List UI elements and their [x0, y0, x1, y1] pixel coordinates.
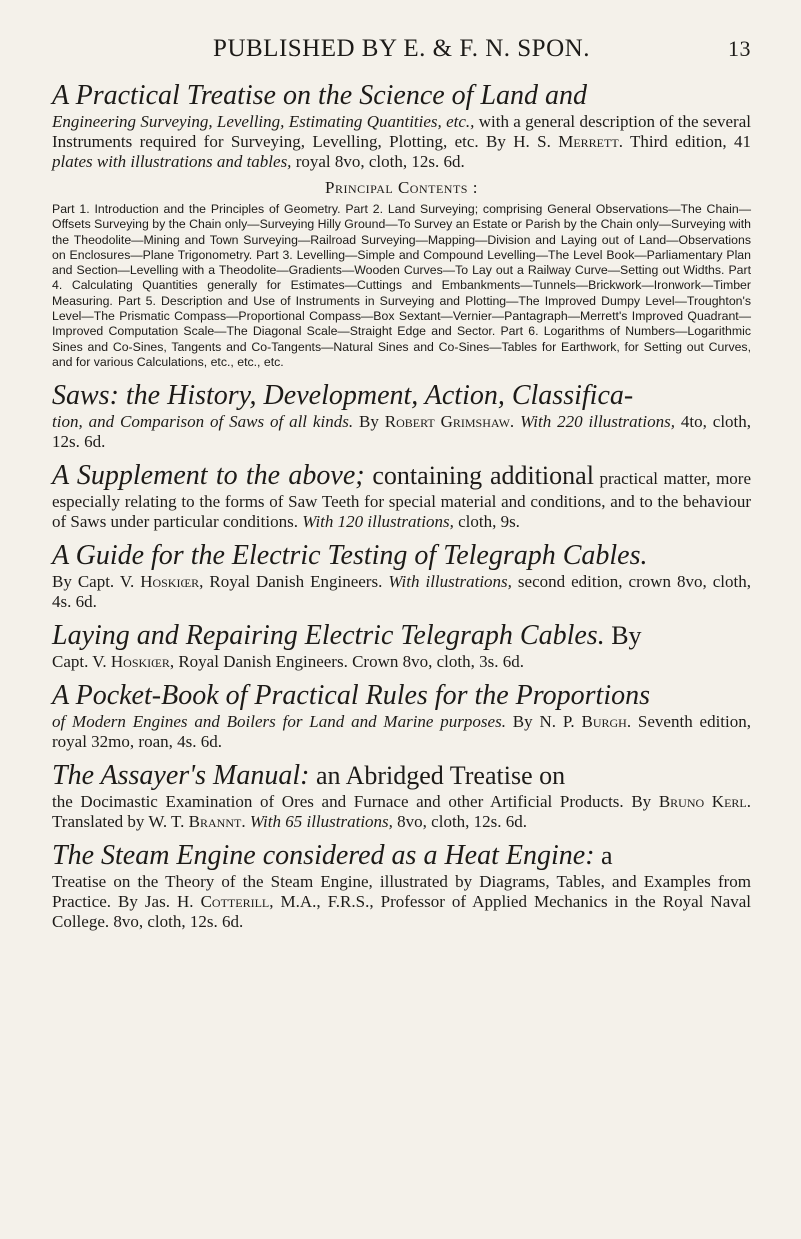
book-description	[52, 572, 751, 612]
book-title: Laying and Repairing Electric Telegraph Cables.	[52, 620, 605, 652]
book-illustrations: plates with illustrations and tables,	[52, 152, 292, 171]
book-illustrations: With 120 illustrations,	[302, 512, 454, 532]
book-illustrations: With illustrations,	[388, 572, 512, 592]
book-title: A Supplement to the above;	[52, 460, 365, 492]
book-entry-saws-supplement	[52, 460, 751, 532]
book-format-price: 8vo, cloth, 12s. 6d.	[392, 812, 528, 832]
book-entry-land-surveying	[52, 80, 751, 370]
book-subtitle: of Modern Engines and Boilers for Land and Marine purposes.	[52, 712, 506, 732]
book-format-price: , Royal Danish Engineers. Crown 8vo, cloth, 3s. 6d.	[169, 652, 524, 672]
book-desc-text-2: . Third edition, 41	[618, 132, 751, 151]
book-title: A Guide for the Electric Testing of Telegraph Cables.	[52, 540, 648, 572]
book-desc-text: By	[353, 412, 385, 432]
book-entry-steam-engine	[52, 840, 751, 932]
book-subtitle: Engineering Surveying, Levelling, Estimating Quantities, etc.,	[52, 112, 475, 131]
book-format-price: royal 8vo, cloth, 12s. 6d.	[291, 152, 465, 171]
book-title: A Practical Treatise on the Science of Land and	[52, 80, 588, 111]
book-desc-text: Capt. V.	[52, 652, 111, 672]
book-desc-text: Treatise on the Theory of the Steam Engine, illustrated by Diagrams, Tables, and Examples from Practice. By Jas. H.	[52, 872, 751, 912]
book-title-lead: containing additional	[364, 461, 594, 491]
book-title: The Assayer's Manual:	[52, 760, 310, 792]
book-author: Cotterill	[200, 892, 270, 912]
book-desc-text: By N. P.	[505, 712, 582, 732]
book-description	[52, 712, 751, 752]
book-description	[52, 792, 751, 832]
book-author: Robert Grimshaw	[384, 412, 510, 432]
book-desc-text: with a general description of the several Instruments required for Surveying, Levelling, Plotting, etc. By	[52, 112, 751, 151]
book-title-lead: an Abridged Treatise on	[309, 761, 566, 791]
book-description	[52, 412, 751, 452]
book-desc-text-2: , Royal Danish Engineers.	[199, 572, 389, 592]
book-desc-text: the Docimastic Examination of Ores and Furnace and other Artificial Products. By	[52, 792, 659, 812]
book-format-price: second edition, crown 8vo, cloth, 4s. 6d.	[52, 572, 751, 612]
contents-body: Part 1. Introduction and the Principles of Geometry. Part 2. Land Surveying; comprising General Observations—The Chain—Offsets Surveying by the Chain only—Surveying Hilly Ground—To Survey an Estate or Parish by the Chain only—Surveying with the Theodolite—Mining and Town Surveying—Railroad Surveying—Mapping—Division and Laying out of Land—Observations on Enclosures—Plane Trigonometry. Part 3. Levelling—Simple and Compound Levelling—The Level Book—Parliamentary Plan and Section—Levelling with a Theodolite—Gradients—Wooden Curves—To Lay out a Railway Curve—Setting out Widths. Part 4. Calculating Quantities generally for Estimates—Cuttings and Embankments—Tunnels—Brickwork—Ironwork—Timber Measuring. Part 5. Description and Use of Instruments in Surveying and Plotting—The Improved Dumpy Level—Troughton's Level—The Prismatic Compass—Proportional Compass—Box Sextant—Vernier—Pantagraph—Merrett's Improved Quadrant—Improved Computation Scale—The Diagonal Scale—Straight Edge and Sector. Part 6. Logarithms of Numbers—Logarithmic Sines and Co-Sines, Tangents and Co-Tangents—Natural Sines and Co-Sines—Tables for Earthwork, for Setting out Curves, and for various Calculations, etc., etc., etc.	[52, 202, 751, 369]
book-author: Bruno Kerl	[658, 792, 747, 812]
page-number: 13	[728, 36, 751, 61]
book-author: Burgh	[581, 712, 627, 732]
book-entry-electric-testing	[52, 540, 751, 612]
book-desc-text-3: .	[241, 812, 250, 832]
book-desc-text: By Capt. V.	[52, 572, 141, 592]
book-format-price: 4to, cloth, 12s. 6d.	[52, 412, 752, 452]
header-title: PUBLISHED BY E. & F. N. SPON.	[213, 35, 590, 62]
book-subtitle: tion, and Comparison of Saws of all kinds.	[52, 412, 354, 432]
book-author: H. S. Merrett	[513, 132, 619, 151]
book-title-line	[52, 620, 751, 652]
book-desc-text: practical matter, more especially relating to the forms of Saw Teeth for special material and conditions, and to the behaviour of Saws under particular conditions.	[52, 469, 751, 532]
book-format-price: cloth, 9s.	[453, 512, 520, 532]
book-entry-saws	[52, 380, 751, 452]
book-author: Hoskiœr	[140, 572, 200, 592]
book-desc-text-2: .	[509, 412, 521, 432]
book-description	[52, 112, 751, 172]
book-title: Saws: the History, Development, Action, Classifica-	[52, 380, 634, 412]
book-title: The Steam Engine considered as a Heat Engine:	[52, 840, 595, 872]
book-desc-text-2: . Translated by W. T.	[52, 792, 751, 832]
book-entry-pocket-book	[52, 680, 751, 752]
book-title-line	[52, 840, 751, 872]
book-title-lead: By	[604, 621, 642, 651]
book-author: Hoskiœr	[110, 652, 170, 672]
book-title-lead: a	[594, 841, 613, 871]
book-title: A Pocket-Book of Practical Rules for the Proportions	[52, 680, 650, 712]
book-illustrations: With 65 illustrations,	[249, 812, 393, 832]
book-translator: Brannt	[188, 812, 242, 832]
page-header	[52, 34, 751, 64]
book-description	[52, 652, 751, 672]
book-illustrations: With 220 illustrations,	[520, 412, 675, 432]
book-title-line	[52, 760, 751, 792]
book-description	[52, 872, 751, 932]
book-description	[52, 460, 751, 532]
book-entry-assayers-manual	[52, 760, 751, 832]
book-format-price: , M.A., F.R.S., Professor of Applied Mechanics in the Royal Naval College. 8vo, cloth, 12s. 6d.	[52, 892, 752, 932]
book-entry-telegraph-cables	[52, 620, 751, 672]
book-format-price: . Seventh edition, royal 32mo, roan, 4s. 6d.	[52, 712, 752, 752]
contents-heading: Principal Contents :	[325, 178, 478, 197]
